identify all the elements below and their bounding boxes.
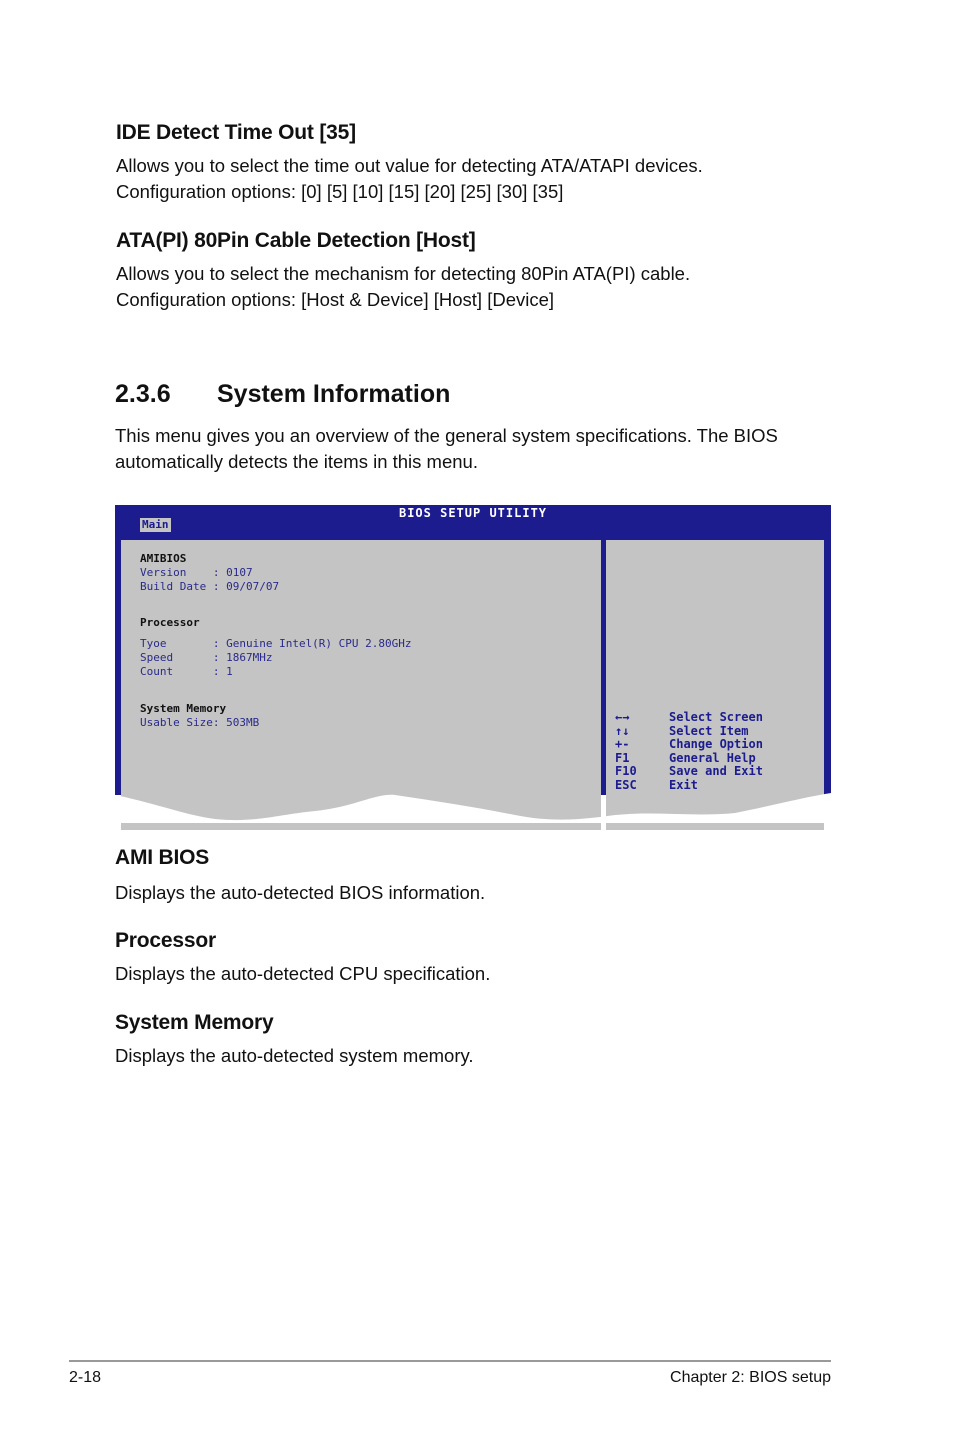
help-action: General Help	[669, 750, 756, 765]
cpu-type: Tyoe : Genuine Intel(R) CPU 2.80GHz	[140, 637, 412, 650]
help-key: ←→	[615, 710, 630, 724]
help-action: Exit	[669, 777, 698, 792]
torn-edge	[115, 775, 831, 823]
processor-label: Processor	[140, 616, 200, 629]
cable-detection-desc: Allows you to select the mechanism for detecting 80Pin ATA(PI) cable.	[116, 263, 691, 284]
cable-detection-heading: ATA(PI) 80Pin Cable Detection [Host]	[116, 229, 476, 252]
chapter-label: Chapter 2: BIOS setup	[670, 1369, 831, 1386]
usable-size: Usable Size: 503MB	[140, 716, 260, 729]
bios-version: Version : 0107	[140, 566, 253, 579]
help-action: Select Screen	[669, 710, 763, 724]
processor-desc: Displays the auto-detected CPU specification.	[115, 963, 491, 984]
cpu-count: Count : 1	[140, 665, 233, 678]
bios-title-bar	[115, 505, 831, 533]
memory-label: System Memory	[140, 702, 227, 715]
ide-timeout-options: Configuration options: [0] [5] [10] [15] [20] [25] [30] [35]	[116, 181, 564, 202]
help-action: Save and Exit	[669, 764, 763, 779]
bios-build-date: Build Date : 09/07/07	[140, 580, 280, 593]
help-key: F10	[615, 764, 637, 779]
system-memory-heading: System Memory	[115, 1011, 274, 1034]
bios-title: BIOS SETUP UTILITY	[398, 506, 548, 520]
page-number: 2-18	[69, 1369, 102, 1386]
processor-heading: Processor	[115, 929, 216, 952]
ami-bios-heading: AMI BIOS	[115, 846, 210, 869]
ide-timeout-heading: IDE Detect Time Out [35]	[116, 121, 356, 144]
help-action: Select Item	[669, 723, 749, 738]
help-key: ESC	[615, 777, 637, 792]
section-number: 2.3.6	[115, 380, 171, 408]
bios-tab-main[interactable]: Main	[142, 518, 169, 531]
system-memory-desc: Displays the auto-detected system memory.	[115, 1045, 474, 1066]
help-key: F1	[615, 750, 630, 765]
bios-screenshot	[115, 505, 831, 823]
system-info-desc-line2: automatically detects the items in this menu.	[115, 451, 478, 472]
cable-detection-options: Configuration options: [Host & Device] [Host] [Device]	[116, 289, 555, 310]
help-action: Change Option	[669, 737, 763, 752]
section-title: System Information	[217, 380, 451, 408]
help-key: +-	[615, 737, 630, 752]
cpu-speed: Speed : 1867MHz	[140, 651, 273, 664]
system-info-desc-line1: This menu gives you an overview of the general system specifications. The BIOS	[115, 425, 778, 446]
amibios-label: AMIBIOS	[140, 552, 187, 565]
ami-bios-desc: Displays the auto-detected BIOS information.	[115, 882, 486, 903]
ide-timeout-desc: Allows you to select the time out value for detecting ATA/ATAPI devices.	[116, 155, 703, 176]
footer-rule	[69, 1360, 831, 1362]
help-key: ↑↓	[615, 723, 630, 738]
